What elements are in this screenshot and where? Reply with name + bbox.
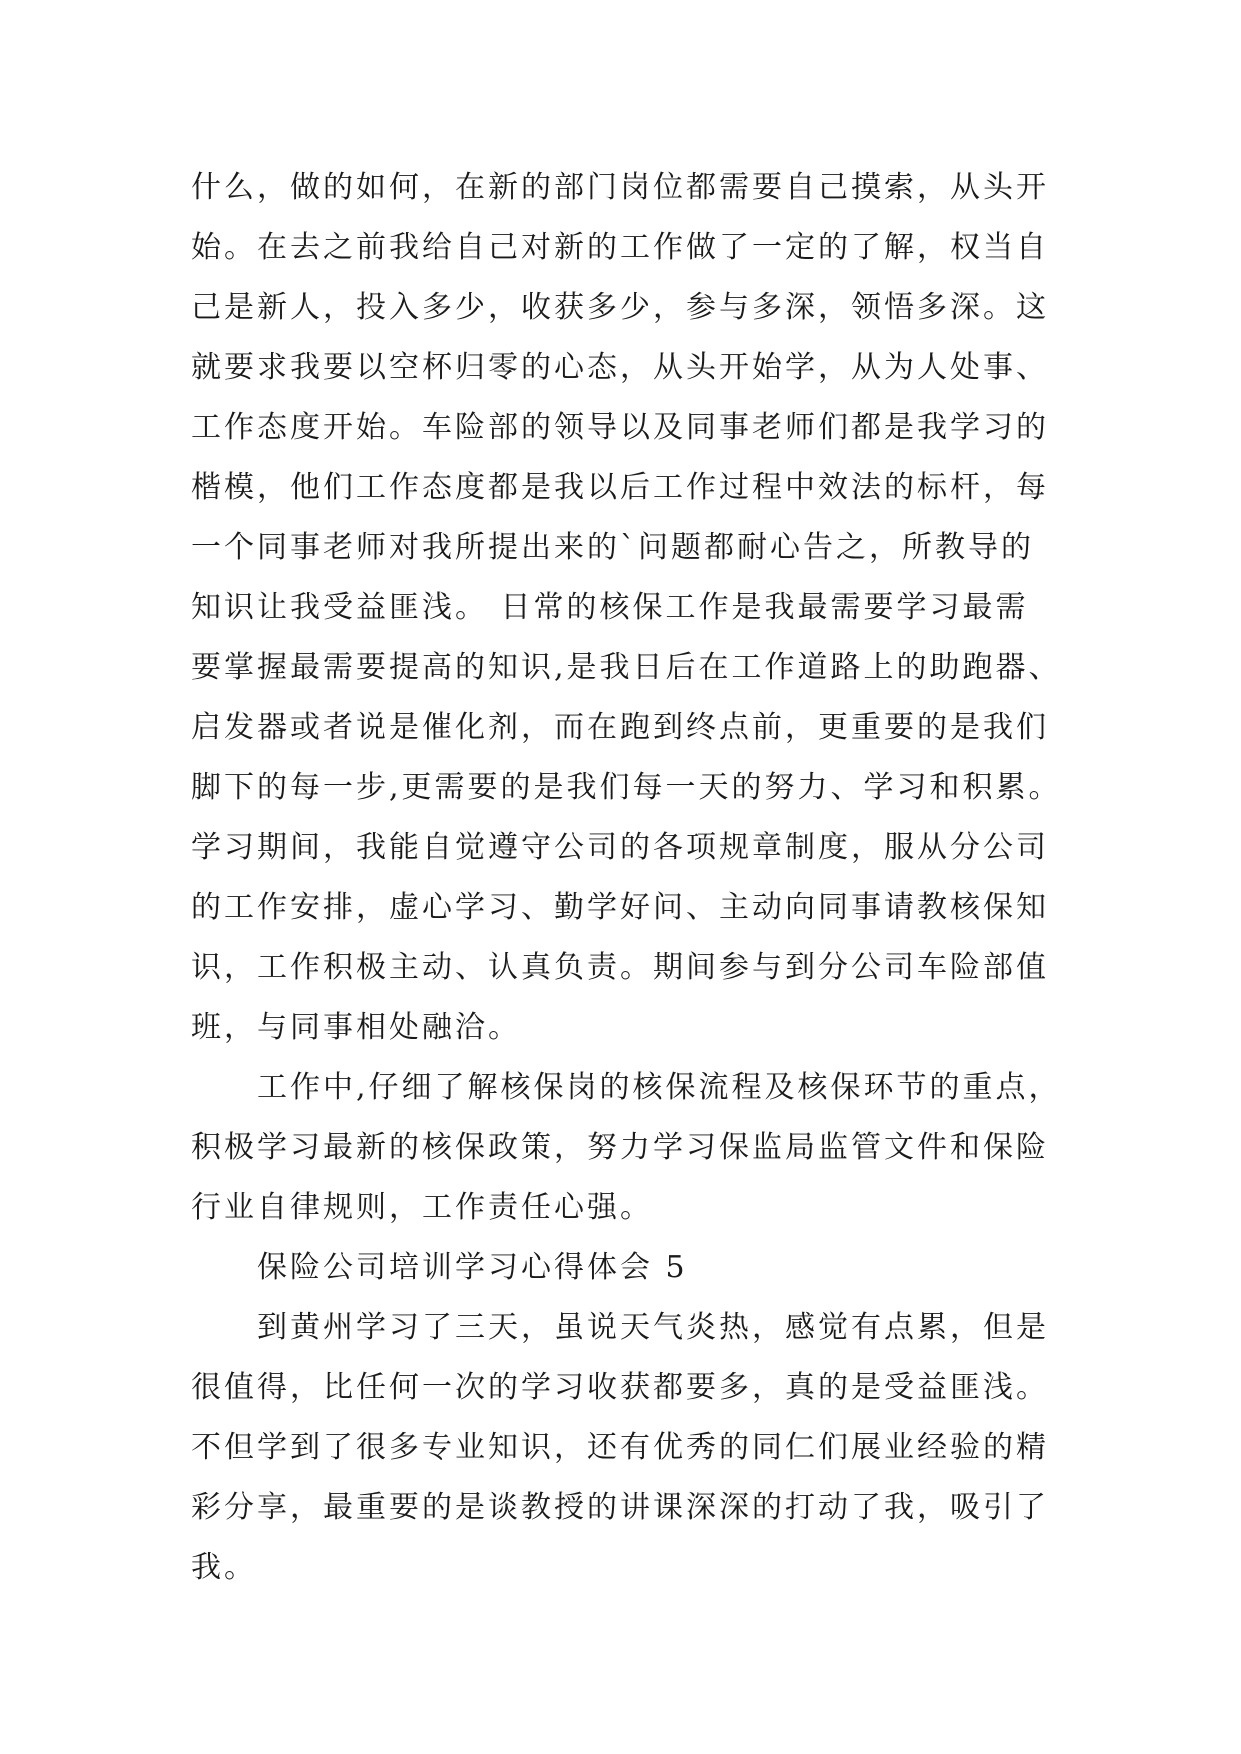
paragraph-start-line: 工作中,仔细了解核保岗的核保流程及核保环节的重点， [257, 1070, 1062, 1105]
text-line: 很值得，比任何一次的学习收获都要多，真的是受益匪浅。 [191, 1370, 1049, 1405]
text-line: 识，工作积极主动、认真负责。期间参与到分公司车险部值 [191, 950, 1049, 985]
text-line: 不但学到了很多专业知识，还有优秀的同仁们展业经验的精 [191, 1430, 1049, 1465]
text-line: 就要求我要以空杯归零的心态，从头开始学，从为人处事、 [191, 350, 1049, 385]
text-line: 一个同事老师对我所提出来的`问题都耐心告之，所教导的 [191, 530, 1034, 565]
document-body [191, 158, 1071, 1598]
text-line: 什么，做的如何，在新的部门岗位都需要自己摸索，从头开 [191, 170, 1049, 205]
text-line: 我。 [191, 1550, 257, 1585]
text-line: 积极学习最新的核保政策，努力学习保监局监管文件和保险 [191, 1130, 1049, 1165]
text-line: 要掌握最需要提高的知识,是我日后在工作道路上的助跑器、 [191, 650, 1062, 685]
text-line: 己是新人，投入多少，收获多少，参与多深，领悟多深。这 [191, 290, 1049, 325]
text-line: 启发器或者说是催化剂，而在跑到终点前，更重要的是我们 [191, 710, 1049, 745]
text-line: 脚下的每一步,更需要的是我们每一天的努力、学习和积累。 [191, 770, 1062, 805]
text-line: 行业自律规则，工作责任心强。 [191, 1190, 653, 1225]
text-line: 始。在去之前我给自己对新的工作做了一定的了解，权当自 [191, 230, 1049, 265]
text-line: 彩分享，最重要的是谈教授的讲课深深的打动了我，吸引了 [191, 1490, 1049, 1525]
text-line: 班，与同事相处融洽。 [191, 1010, 521, 1045]
text-line: 工作态度开始。车险部的领导以及同事老师们都是我学习的 [191, 410, 1049, 445]
section-heading: 保险公司培训学习心得体会 5 [257, 1250, 688, 1285]
text-line: 学习期间，我能自觉遵守公司的各项规章制度，服从分公司 [191, 830, 1049, 865]
text-line: 的工作安排，虚心学习、勤学好问、主动向同事请教核保知 [191, 890, 1049, 925]
text-line: 知识让我受益匪浅。 日常的核保工作是我最需要学习最需 [191, 590, 1029, 625]
paragraph-start-line: 到黄州学习了三天，虽说天气炎热，感觉有点累，但是 [257, 1310, 1049, 1345]
text-line: 楷模，他们工作态度都是我以后工作过程中效法的标杆，每 [191, 470, 1049, 505]
